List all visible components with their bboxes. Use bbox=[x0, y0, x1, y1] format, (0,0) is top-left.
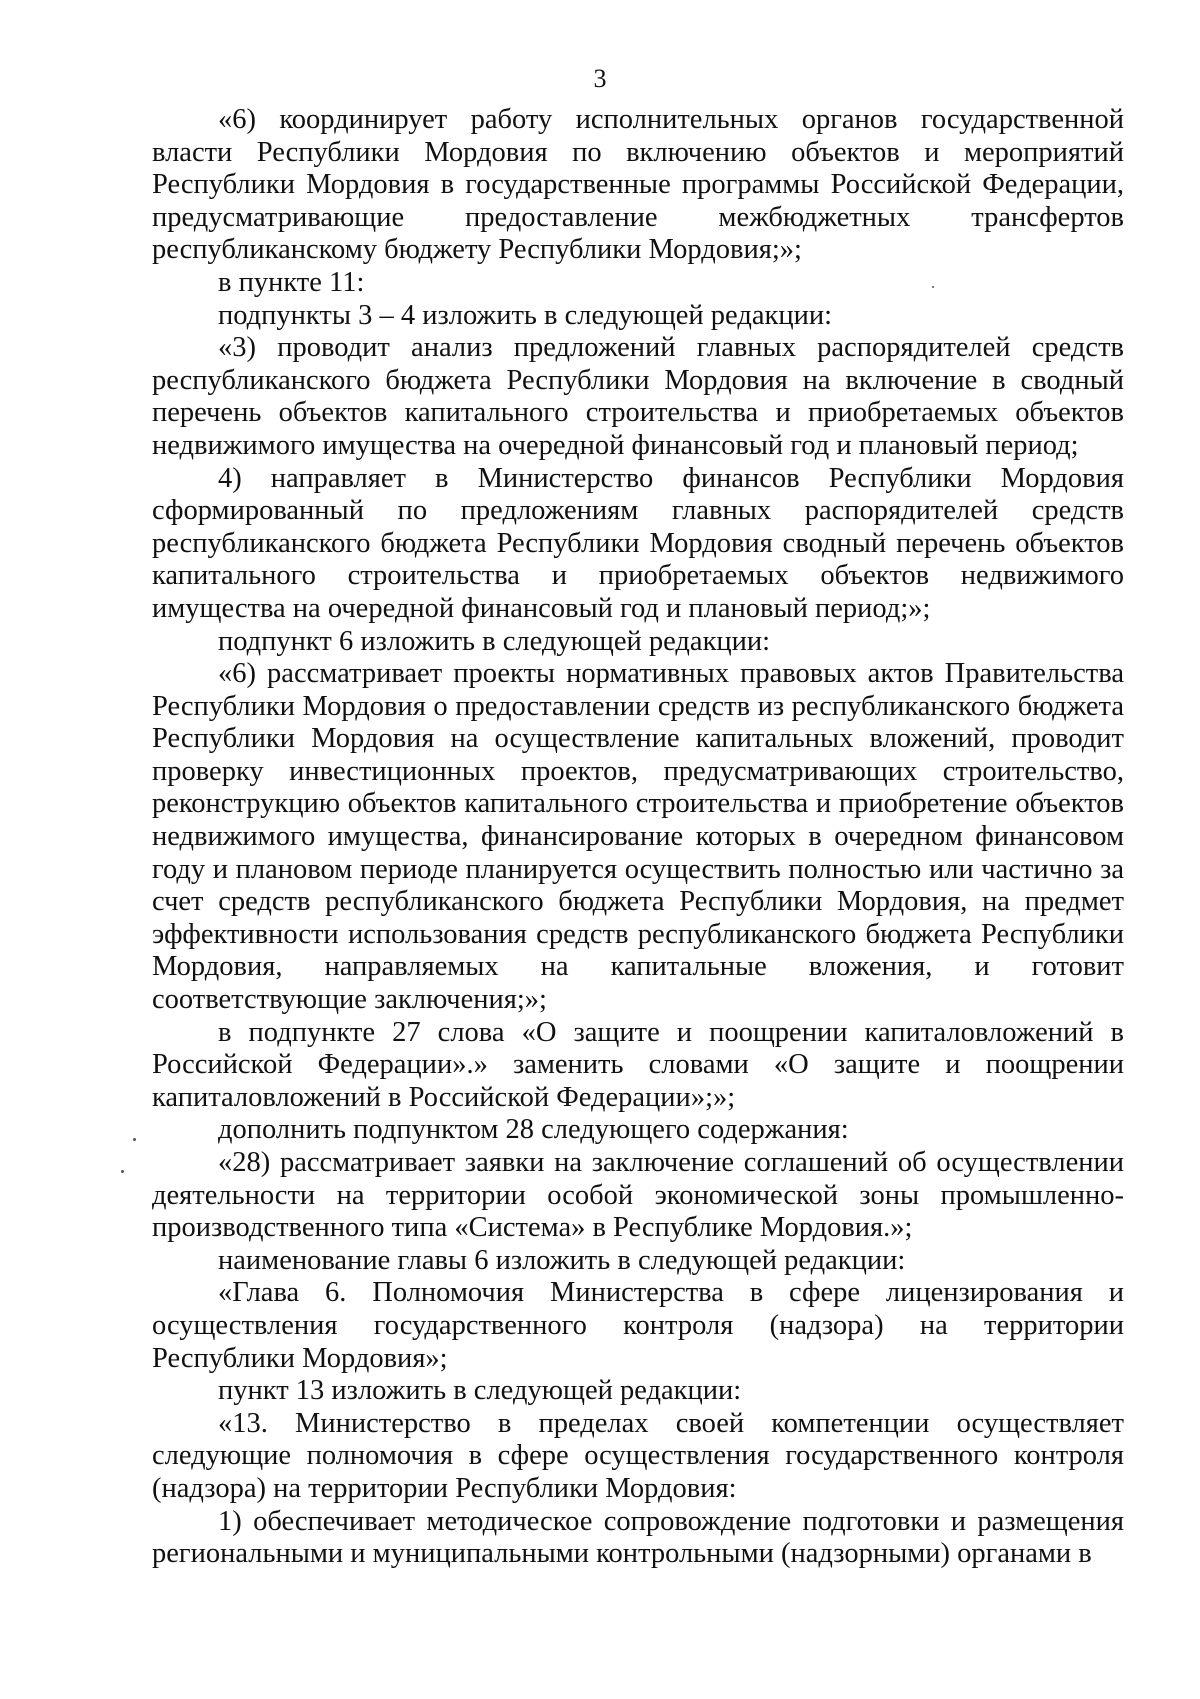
paragraph-point-13-item-1: 1) обеспечивает методическое сопровождение подготовки и размещения региональными и муниципальными контрольными (надзорными) органами в bbox=[152, 1505, 1124, 1570]
scan-speck bbox=[133, 1138, 136, 1141]
paragraph-subpoint-4: 4) направляет в Министерство финансов Республики Мордовия сформированный по предложениям главных распорядителей средств республиканского бюджета Республики Мордовия сводный перечень объектов капитального строительства и приобретаемых объектов недвижимого имущества на очередной финансовый год и плановый период;»; bbox=[152, 462, 1124, 624]
paragraph-chapter-6-title: «Глава 6. Полномочия Министерства в сфере лицензирования и осуществления государственного контроля (надзора) на территории Республики Мордовия»; bbox=[152, 1277, 1124, 1374]
paragraph-subpoints-3-4-intro: подпункты 3 – 4 изложить в следующей редакции: bbox=[218, 299, 832, 331]
document-body bbox=[152, 104, 1124, 1571]
scan-speck bbox=[121, 1170, 124, 1173]
paragraph-subpoint-6-intro: подпункт 6 изложить в следующей редакции: bbox=[218, 625, 771, 657]
paragraph-subpoint-6: «6) рассматривает проекты нормативных правовых актов Правительства Республики Мордовия о предоставлении средств из республиканского бюджета Республики Мордовия на осуществление капитальных вложений, проводит проверку инвестиционных проектов, предусматривающих строительство, реконструкцию объектов капитального строительства и приобретение объектов недвижимого имущества, финансирование которых в очередном финансовом году и плановом периоде планируется осуществить полностью или частично за счет средств республиканского бюджета Республики Мордовия, на предмет эффективности использования средств республиканского бюджета Республики Мордовия, направляемых на капитальные вложения, и готовит соответствующие заключения;»; bbox=[152, 658, 1124, 1016]
paragraph-subpoint-3: «3) проводит анализ предложений главных распорядителей средств республиканского бюджета Республики Мордовия на включение в сводный перечень объектов капитального строительства и приобретаемых объектов недвижимого имущества на очередной финансовый год и плановый период; bbox=[152, 332, 1124, 461]
paragraph-clause-6-coordination: «6) координирует работу исполнительных органов государственной власти Республики Мордовия по включению объектов и мероприятий Республики Мордовия в государственные программы Российской Федерации, предусматривающие предоставление межбюджетных трансфертов республиканскому бюджету Республики Мордовия;»; bbox=[152, 104, 1124, 266]
scan-speck bbox=[932, 286, 934, 288]
paragraph-chapter-6-intro: наименование главы 6 изложить в следующей редакции: bbox=[218, 1244, 906, 1276]
page-number: 3 bbox=[593, 64, 607, 93]
paragraph-subpoint-28: «28) рассматривает заявки на заключение соглашений об осуществлении деятельности на территории особой экономической зоны промышленно-производственного типа «Система» в Республике Мордовия.»; bbox=[152, 1147, 1124, 1244]
paragraph-point-13-intro: пункт 13 изложить в следующей редакции: bbox=[218, 1375, 742, 1407]
paragraph-point-11-intro: в пункте 11: bbox=[218, 266, 365, 298]
paragraph-subpoint-28-intro: дополнить подпунктом 28 следующего содержания: bbox=[218, 1114, 849, 1146]
paragraph-subpoint-27: в подпункте 27 слова «О защите и поощрении капиталовложений в Российской Федерации».» заменить словами «О защите и поощрении капиталовложений в Российской Федерации»;»; bbox=[152, 1016, 1124, 1113]
paragraph-point-13: «13. Министерство в пределах своей компетенции осуществляет следующие полномочия в сфере осуществления государственного контроля (надзора) на территории Республики Мордовия: bbox=[152, 1407, 1124, 1504]
